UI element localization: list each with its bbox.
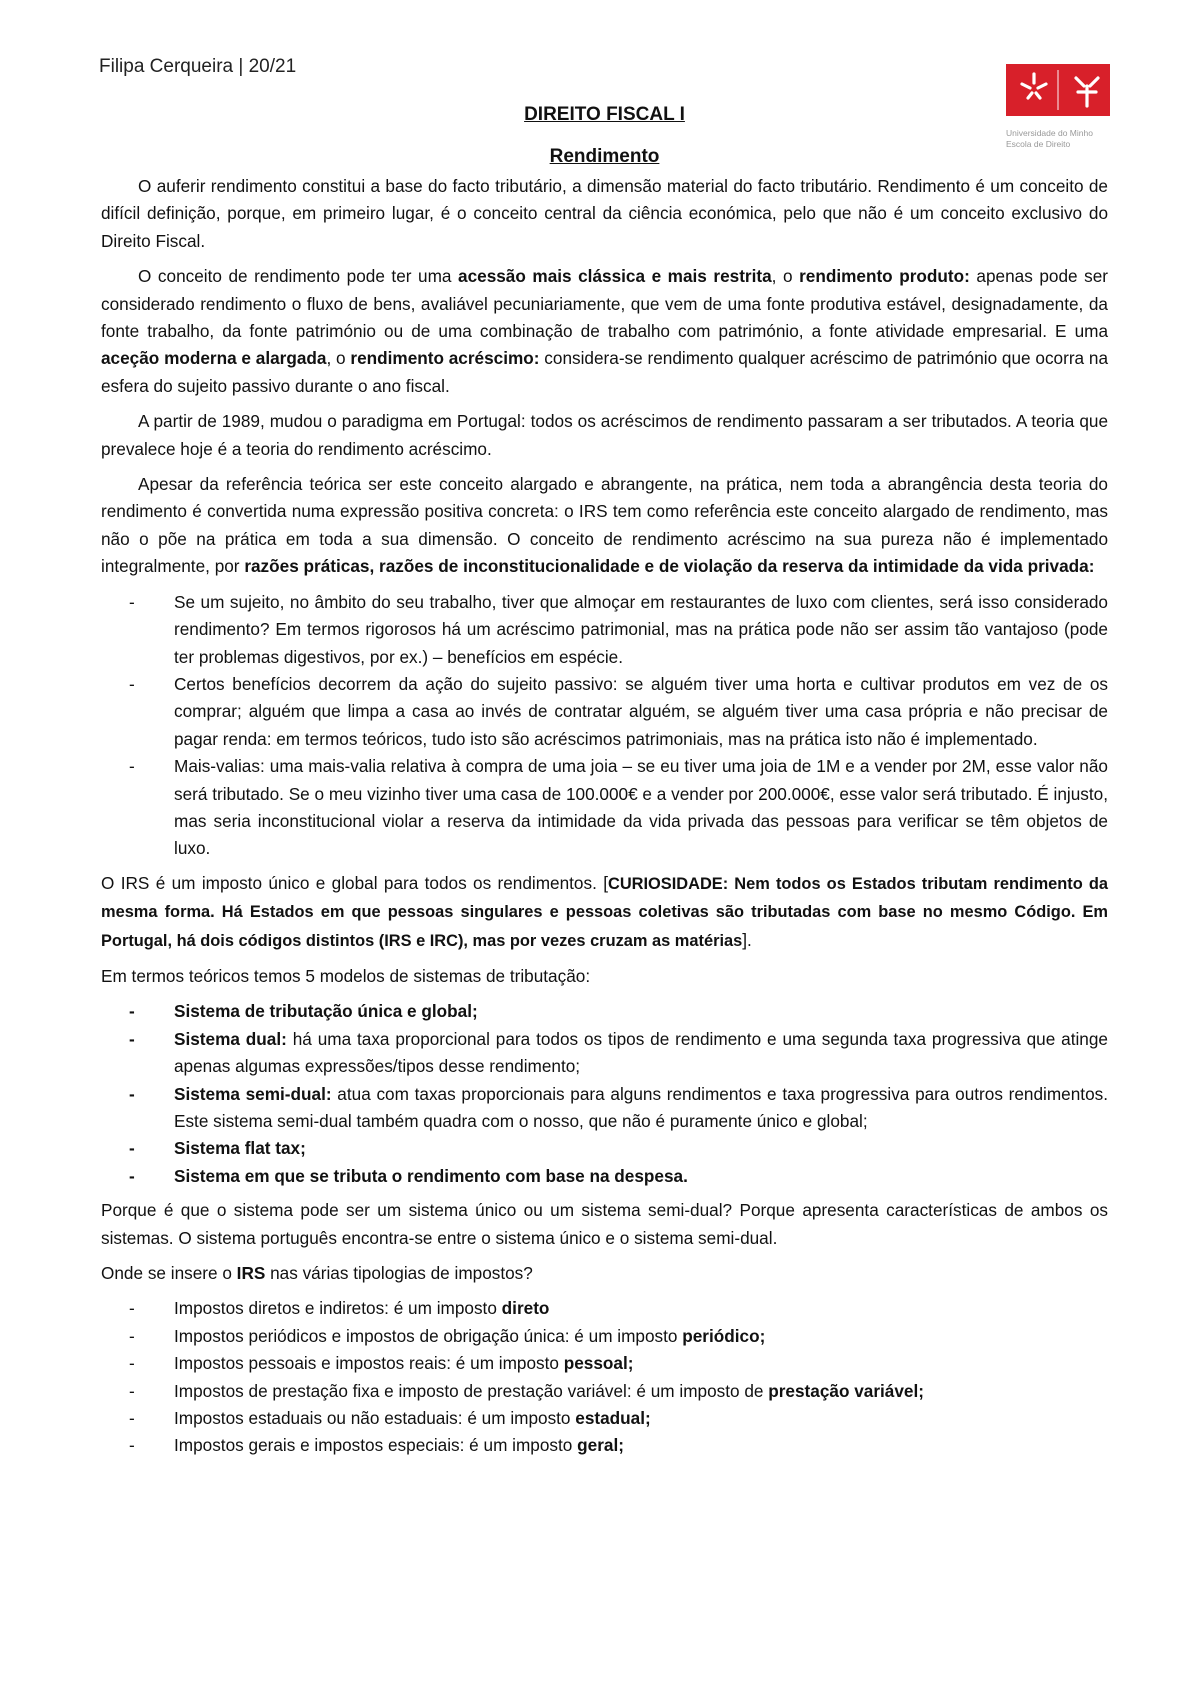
logo-school-name: Escola de Direito — [1006, 139, 1071, 149]
tax-typology-list — [101, 1295, 1108, 1459]
section-title: Rendimento — [549, 146, 660, 167]
document-body — [101, 104, 1108, 1467]
paragraph-3: A partir de 1989, mudou o paradigma em Portugal: todos os acréscimos de rendimento passaram a ser tributados. A teoria que prevalece hoje é a teoria do rendimento acréscimo. — [101, 411, 1108, 459]
author-header: Filipa Cerqueira | 20/21 — [99, 56, 297, 77]
list-item: - Impostos gerais e impostos especiais: é um imposto geral; — [174, 1432, 1108, 1459]
list-item: - Certos benefícios decorrem da ação do sujeito passivo: se alguém tiver uma horta e cultivar produtos em vez de os comprar; alguém que limpa a casa ao invés de contratar alguém, se alguém tiver uma casa própria e não precisar de pagar renda: em termos teóricos, tudo isto são acréscimos patrimoniais, mas na prática isto não é implementado. — [174, 671, 1108, 753]
document-title: DIREITO FISCAL I — [524, 104, 685, 125]
list-item: - Sistema em que se tributa o rendimento com base na despesa. — [174, 1163, 1108, 1190]
list-item: - Sistema semi-dual: atua com taxas proporcionais para alguns rendimentos e taxa progressiva para outros rendimentos. Este sistema semi-dual também quadra com o nosso, que não é puramente único e global; — [174, 1081, 1108, 1136]
paragraph-5: O IRS é um imposto único e global para todos os rendimentos. [CURIOSIDADE: Nem todos os Estados tributam rendimento da mesma forma. Há Estados em que pessoas singulares e pessoas coletivas são tributadas com base no mesmo Código. Em Portugal, há dois códigos distintos (IRS e IRC), mas por vezes cruzam as matérias]. — [101, 872, 1108, 950]
tax-systems-list — [101, 998, 1108, 1190]
list-item: - Impostos pessoais e impostos reais: é um imposto pessoal; — [174, 1350, 1108, 1377]
list-item: - Sistema dual: há uma taxa proporcional para todos os tipos de rendimento e uma segunda taxa progressiva que atinge apenas algumas expressões/tipos desse rendimento; — [174, 1026, 1108, 1081]
paragraph-4: Apesar da referência teórica ser este conceito alargado e abrangente, na prática, nem toda a abrangência desta teoria do rendimento é convertida numa expressão positiva concreta: o IRS tem como referência este conceito alargado de rendimento, mas não o põe na prática em toda a sua dimensão. O conceito de rendimento acréscimo na sua pureza não é implementado integralmente, por razões práticas, razões de inconstitucionalidade e de violação da reserva da intimidade da vida privada: — [101, 474, 1108, 577]
list-item: - Impostos periódicos e impostos de obrigação única: é um imposto periódico; — [174, 1323, 1108, 1350]
list-item: - Sistema flat tax; — [174, 1135, 1108, 1162]
paragraph-7: Porque é que o sistema pode ser um sistema único ou um sistema semi-dual? Porque apresenta características de ambos os sistemas. O sistema português encontra-se entre o sistema único e o sistema semi-dual. — [101, 1200, 1108, 1248]
examples-list — [101, 589, 1108, 863]
paragraph-2: O conceito de rendimento pode ter uma acessão mais clássica e mais restrita, o rendimento produto: apenas pode ser considerado rendimento o fluxo de bens, avaliável pecuniariamente, que vem de uma fonte produtiva estável, designadamente, da fonte trabalho, da fonte património ou de uma combinação de trabalho com património, a fonte atividade empresarial. E uma aceção moderna e alargada, o rendimento acréscimo: considera-se rendimento qualquer acréscimo de património que ocorra na esfera do sujeito passivo durante o ano fiscal. — [101, 266, 1108, 396]
list-item: - Impostos diretos e indiretos: é um imposto direto — [174, 1295, 1108, 1322]
list-item: - Mais-valias: uma mais-valia relativa à compra de uma joia – se eu tiver uma joia de 1M e a vender por 2M, esse valor não será tributado. Se o meu vizinho tiver uma casa de 100.000€ e a vender por 200.000€, esse valor será tributado. É injusto, mas seria inconstitucional violar a reserva da intimidade da vida privada das pessoas para verificar se têm objetos de luxo. — [174, 753, 1108, 863]
paragraph-6: Em termos teóricos temos 5 modelos de sistemas de tributação: — [101, 965, 591, 986]
logo-university-name: Universidade do Minho — [1006, 128, 1093, 138]
list-item: - Sistema de tributação única e global; — [174, 998, 1108, 1025]
paragraph-1: O auferir rendimento constitui a base do facto tributário, a dimensão material do facto tributário. Rendimento é um conceito de difícil definição, porque, em primeiro lugar, é o conceito central da ciência económica, pelo que não é um conceito exclusivo do Direito Fiscal. — [101, 176, 1108, 251]
list-item: - Se um sujeito, no âmbito do seu trabalho, tiver que almoçar em restaurantes de luxo com clientes, será isso considerado rendimento? Em termos rigorosos há um acréscimo patrimonial, mas na prática pode não ser assim tão vantajoso (pode ter problemas digestivos, por ex.) – benefícios em espécie. — [174, 589, 1108, 671]
list-item: - Impostos estaduais ou não estaduais: é um imposto estadual; — [174, 1405, 1108, 1432]
list-item: - Impostos de prestação fixa e imposto de prestação variável: é um imposto de prestação variável; — [174, 1378, 1108, 1405]
paragraph-8: Onde se insere o IRS nas várias tipologias de impostos? — [101, 1263, 533, 1284]
